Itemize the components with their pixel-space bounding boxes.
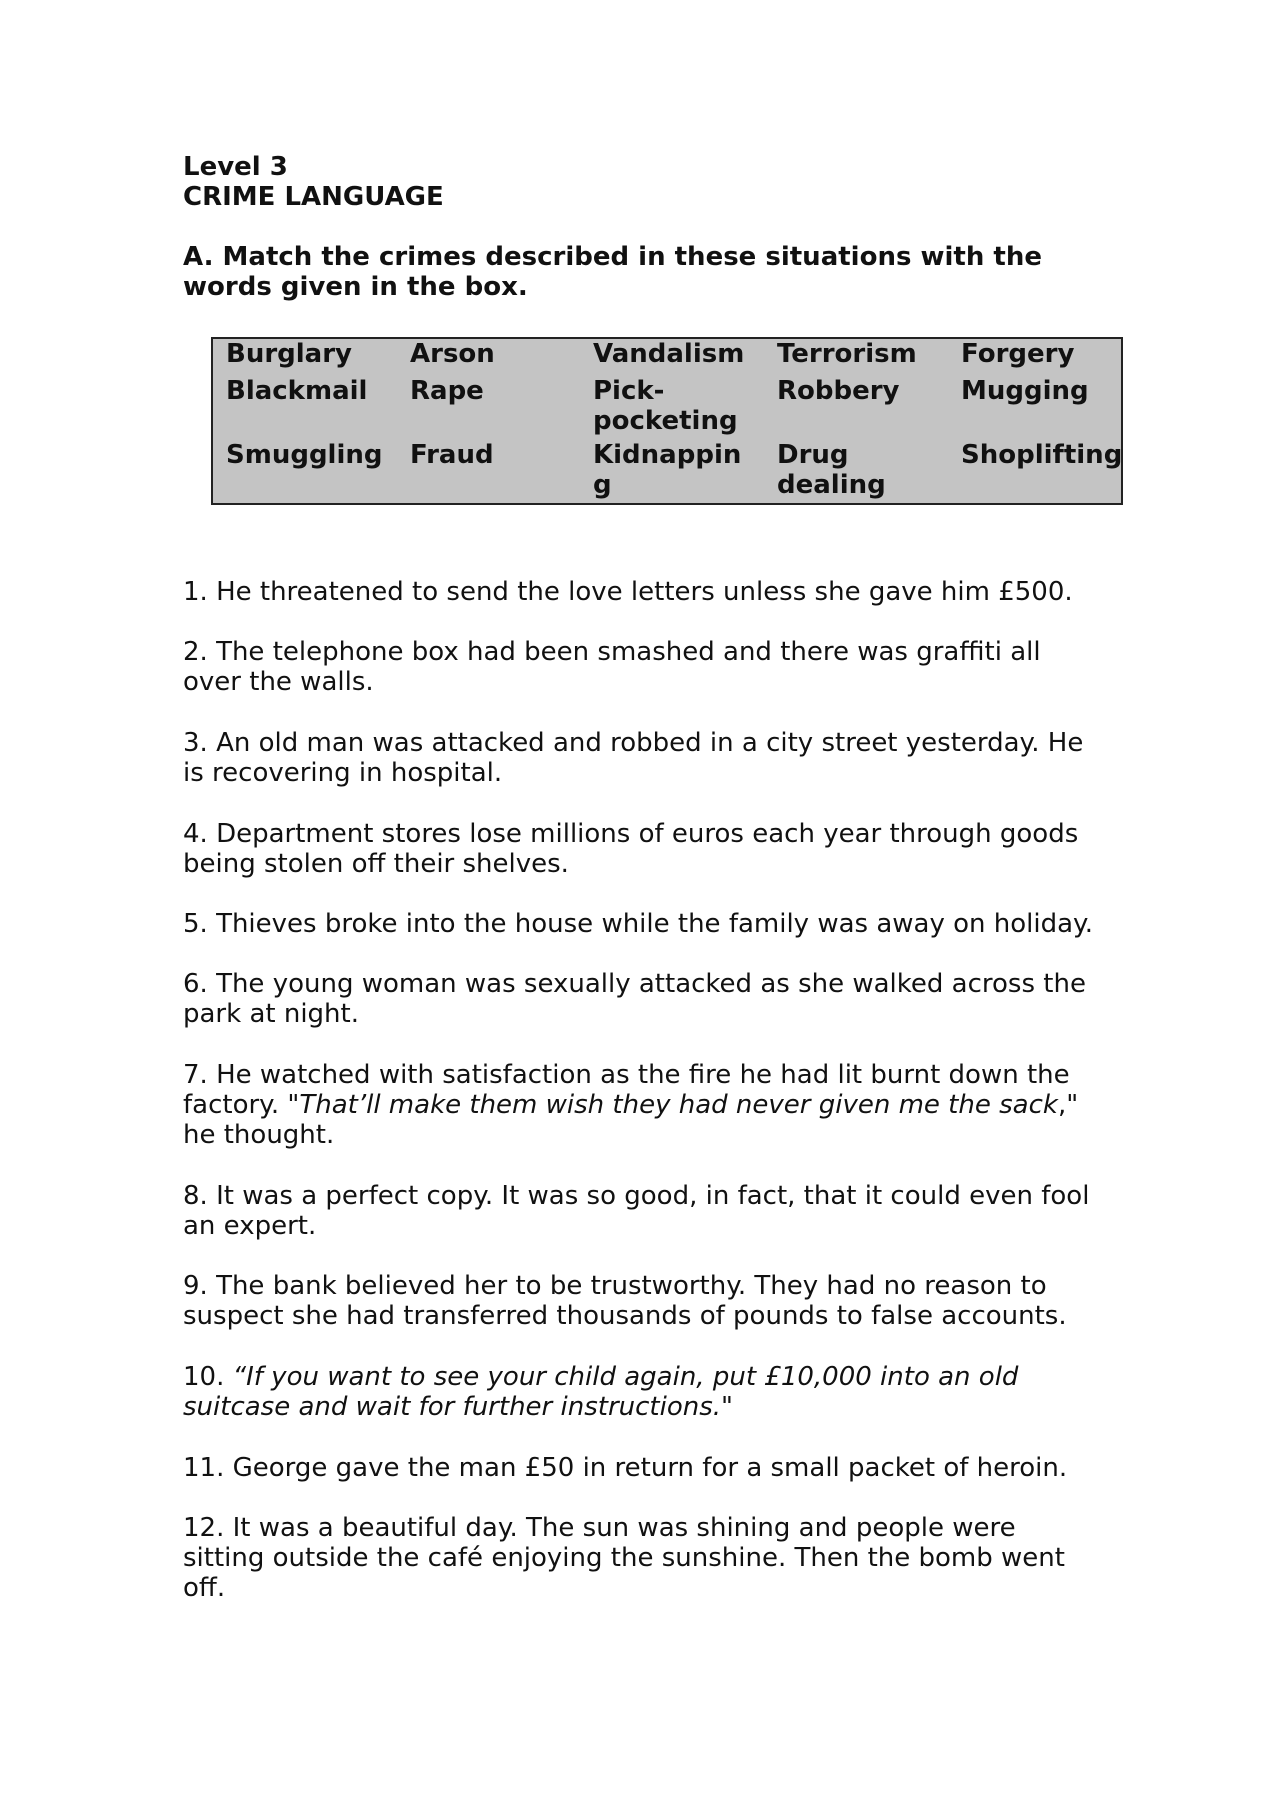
word-robbery: Robbery	[777, 376, 900, 406]
task-text: . Match the crimes described in these situations with the words given in the box.	[183, 242, 1042, 302]
word-kidnapping: Kidnappin g	[593, 440, 742, 500]
word-pickpocketing: Pick- pocketing	[593, 376, 738, 436]
item-2: 2. The telephone box had been smashed and there was graffiti all over the walls.	[183, 637, 1041, 697]
level-heading: Level 3	[183, 152, 288, 182]
item-6: 6. The young woman was sexually attacked as she walked across the park at night.	[183, 969, 1086, 1029]
item-11: 11. George gave the man £50 in return for a small packet of heroin.	[183, 1453, 1068, 1483]
item-9: 9. The bank believed her to be trustworthy. They had no reason to suspect she had transferred thousands of pounds to false accounts.	[183, 1271, 1067, 1331]
item-7-quote: That’ll make them wish they had never given me the sack	[299, 1090, 1058, 1120]
word-drug-dealing: Drug dealing	[777, 440, 886, 500]
item-3: 3. An old man was attacked and robbed in a city street yesterday. He is recovering in hospital.	[183, 728, 1084, 788]
task-instruction	[183, 242, 1083, 302]
crime-word-box	[211, 337, 1123, 505]
word-fraud: Fraud	[410, 440, 494, 470]
word-blackmail: Blackmail	[226, 376, 368, 406]
item-7	[183, 1060, 1103, 1150]
item-10-number: 10.	[183, 1362, 233, 1392]
task-letter: A	[183, 242, 204, 272]
word-smuggling: Smuggling	[226, 440, 383, 470]
word-burglary: Burglary	[226, 339, 352, 369]
item-7-end: ," he thought.	[183, 1090, 1079, 1150]
item-1: 1. He threatened to send the love letters unless she gave him £500.	[183, 577, 1073, 607]
word-forgery: Forgery	[961, 339, 1075, 369]
topic-heading: CRIME LANGUAGE	[183, 182, 444, 212]
item-8: 8. It was a perfect copy. It was so good, in fact, that it could even fool an expert.	[183, 1181, 1090, 1241]
word-rape: Rape	[410, 376, 484, 406]
word-vandalism: Vandalism	[593, 339, 745, 369]
item-4: 4. Department stores lose millions of euros each year through goods being stolen off their shelves.	[183, 819, 1079, 879]
item-10-end: "	[721, 1392, 733, 1422]
word-shoplifting: Shoplifting	[961, 440, 1123, 470]
word-arson: Arson	[410, 339, 495, 369]
item-7-text: 7. He watched with satisfaction as the fire he had lit burnt down the factory. "	[183, 1060, 1070, 1120]
word-mugging: Mugging	[961, 376, 1089, 406]
item-5: 5. Thieves broke into the house while the family was away on holiday.	[183, 909, 1093, 939]
item-10	[183, 1362, 1103, 1422]
item-10-quote: “If you want to see your child again, put £10,000 into an old suitcase and wait for further instructions.	[183, 1362, 1019, 1422]
word-terrorism: Terrorism	[777, 339, 917, 369]
item-12: 12. It was a beautiful day. The sun was shining and people were sitting outside the café enjoying the sunshine. Then the bomb went off.	[183, 1513, 1065, 1603]
